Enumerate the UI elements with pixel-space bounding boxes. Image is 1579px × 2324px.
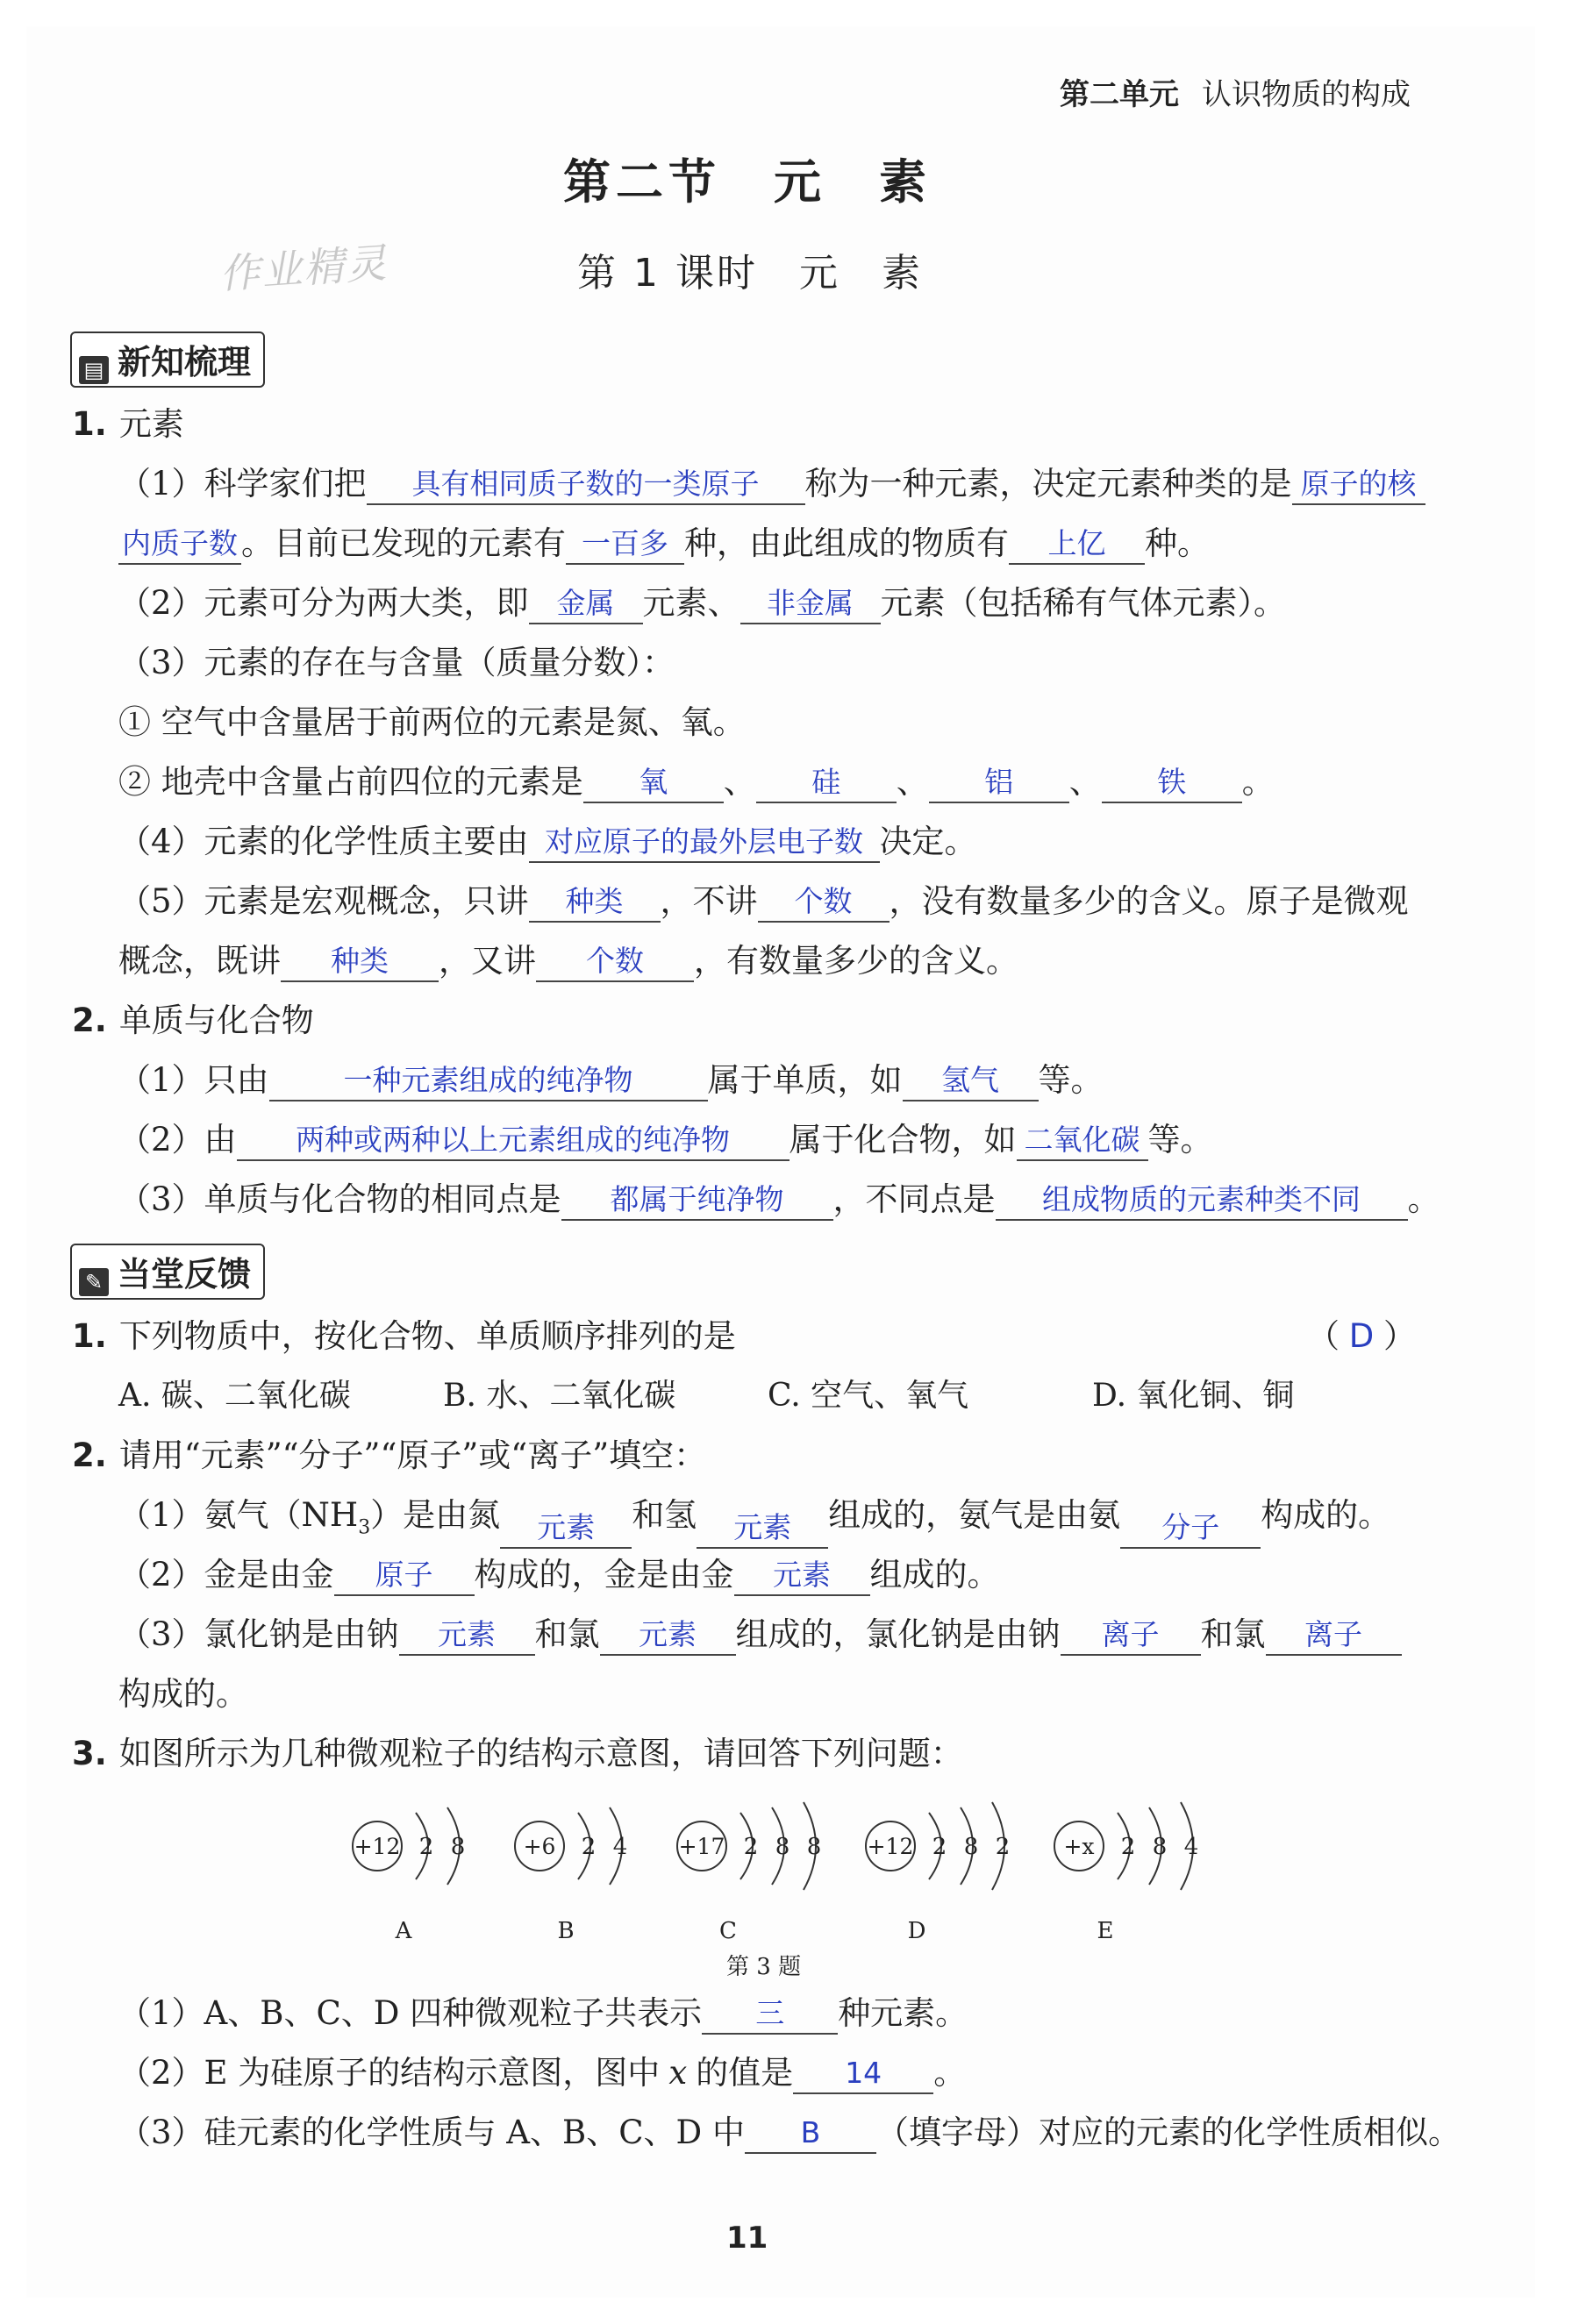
fb-q2-stem: 2. 请用“元素”“分子”“原子”或“离子”填空： [72, 1436, 707, 1474]
answer-blank[interactable]: 硅 [756, 765, 897, 803]
q2-heading: 2. 单质与化合物 [72, 1002, 314, 1039]
q2-p2: （2）由 两种或两种以上元素组成的纯净物 属于化合物，如 二氧化碳 等。 [118, 1119, 1213, 1161]
answer-blank[interactable]: 元素 [600, 1617, 736, 1656]
q2-p1: （1）只由 一种元素组成的纯净物 属于单质，如 氢气 等。 [118, 1059, 1104, 1101]
answer-blank[interactable]: 元素 [500, 1510, 632, 1549]
unit-title: 认识物质的构成 [1202, 77, 1411, 112]
nucleus-charge: +12 [867, 1834, 914, 1859]
electron-count: 4 [612, 1834, 628, 1860]
answer-blank[interactable]: 种类 [281, 944, 439, 982]
section-title: 第二节 元 素 [563, 153, 932, 210]
nucleus-charge: +x [1063, 1834, 1095, 1859]
answer-blank[interactable]: 离子 [1061, 1617, 1201, 1656]
answer-blank[interactable]: 个数 [536, 944, 694, 982]
answer-blank[interactable]: 金属 [529, 586, 643, 624]
diagram-label: B [557, 1918, 575, 1944]
answer-blank[interactable]: 铁 [1102, 765, 1242, 803]
electron-count: 2 [932, 1834, 947, 1860]
electron-count: 8 [806, 1834, 822, 1860]
q1-p2: （2）元素可分为两大类，即 金属 元素、 非金属 元素（包括稀有气体元素）。 [118, 582, 1286, 624]
diagram-label: C [719, 1918, 737, 1944]
figure-caption: 第 3 题 [726, 1954, 802, 1980]
electron-count: 2 [1120, 1834, 1136, 1860]
fb-q3-p2: （2）E 为硅原子的结构示意图，图中 x 的值是 14 。 [118, 2052, 966, 2094]
fb-q1-answer-paren: （ D ） [1307, 1315, 1416, 1358]
answer-blank[interactable]: B [745, 2115, 876, 2154]
answer-blank[interactable]: 一种元素组成的纯净物 [269, 1063, 708, 1101]
answer-blank[interactable]: 都属于纯净物 [561, 1182, 833, 1221]
section-label: 当堂反馈 [118, 1255, 252, 1294]
q2-p3: （3）单质与化合物的相同点是 都属于纯净物 ，不同点是 组成物质的元素种类不同 。 [118, 1179, 1440, 1221]
answer-blank[interactable]: 氢气 [903, 1063, 1039, 1101]
fb-q1-option-b[interactable]: B. 水、二氧化碳 [443, 1378, 676, 1414]
lesson-subtitle: 第 1 课时 元 素 [577, 251, 923, 296]
answer-blank[interactable]: 个数 [758, 884, 890, 923]
nucleus-charge: +12 [354, 1834, 401, 1859]
electron-count: 4 [1183, 1834, 1199, 1860]
section-label: 新知梳理 [118, 343, 252, 381]
answer-blank[interactable]: 上亿 [1009, 526, 1145, 565]
answer-blank[interactable]: 二氧化碳 [1017, 1123, 1148, 1161]
structure-diagram-D [866, 1802, 1010, 1944]
answer-blank[interactable]: 氧 [583, 765, 724, 803]
q1-p5-line1: （5）元素是宏观概念，只讲 种类 ，不讲 个数 ，没有数量多少的含义。原子是微观 [118, 880, 1409, 923]
electron-count: 2 [995, 1834, 1011, 1860]
electron-count: 8 [963, 1834, 979, 1860]
nucleus-charge: +6 [523, 1834, 556, 1859]
answer-blank[interactable]: 非金属 [740, 586, 881, 624]
structure-diagram-E [1054, 1802, 1198, 1944]
fb-q1-option-a[interactable]: A. 碳、二氧化碳 [118, 1378, 351, 1414]
answer-blank[interactable]: 元素 [399, 1617, 535, 1656]
unit-label: 第二单元 [1060, 77, 1179, 112]
answer-blank[interactable]: 对应原子的最外层电子数 [529, 824, 880, 863]
electron-count: 8 [775, 1834, 790, 1860]
notebook-icon: ▤ [79, 356, 109, 384]
answer-blank[interactable]: 元素 [734, 1558, 870, 1596]
q1-p5-line2: 概念，既讲 种类 ，又讲 个数 ，有数量多少的含义。 [118, 940, 1018, 982]
answer-blank[interactable]: 原子 [334, 1558, 475, 1596]
q1-p1-line1: （1）科学家们把 具有相同质子数的一类原子 称为一种元素，决定元素种类的是 原子的核 [118, 463, 1425, 505]
answer-blank[interactable]: 两种或两种以上元素组成的纯净物 [237, 1123, 790, 1161]
electron-count: 8 [1152, 1834, 1168, 1860]
q1-p3: （3）元素的存在与含量（质量分数）： [118, 644, 675, 681]
fb-q1-stem: 1. 下列物质中，按化合物、单质顺序排列的是 [72, 1317, 736, 1355]
diagram-label: A [395, 1918, 412, 1944]
structure-diagram-C [677, 1802, 821, 1944]
electron-count: 2 [418, 1834, 434, 1860]
choice-answer[interactable]: D [1348, 1317, 1375, 1355]
answer-blank[interactable]: 离子 [1266, 1617, 1402, 1656]
answer-blank[interactable]: 三 [702, 1996, 838, 2035]
q1-p1-line2: 内质子数 。目前已发现的元素有 一百多 种，由此组成的物质有 上亿 种。 [118, 523, 1210, 565]
fb-q2-p1: （1）氨气$(NH_3)$是由氮 元素 和氢 元素 组成的，氨气是由氨 分子 构成的。 [118, 1494, 1390, 1549]
answer-blank[interactable]: 分子 [1120, 1510, 1261, 1549]
structure-diagram-A [353, 1807, 465, 1944]
answer-blank[interactable]: 原子的核 [1292, 467, 1425, 505]
nucleus-charge: +17 [678, 1834, 725, 1859]
diagram-label: E [1097, 1918, 1114, 1944]
q1-heading: 1. 元素 [72, 405, 184, 443]
fb-q3-p3: （3）硅元素的化学性质与 A、B、C、D 中 B （填字母）对应的元素的化学性质相似。 [118, 2112, 1461, 2154]
fb-q2-p3-line2: 构成的。 [118, 1675, 248, 1713]
q1-p3b: ② 地壳中含量占前四位的元素是 氧 、 硅 、 铝 、 铁 。 [118, 761, 1275, 803]
fb-q3-p1: （1）A、B、C、D 四种微观粒子共表示 三 种元素。 [118, 1993, 968, 2035]
answer-blank[interactable]: 种类 [529, 884, 661, 923]
q1-p3a: ① 空气中含量居于前两位的元素是氮、氧。 [118, 703, 746, 741]
section-header-new-knowledge [70, 331, 265, 388]
fb-q1-option-d[interactable]: D. 氧化铜、铜 [1092, 1378, 1295, 1414]
watermark: 作业精灵 [218, 239, 389, 298]
electron-count: 2 [581, 1834, 597, 1860]
running-header [1060, 70, 1411, 113]
answer-blank[interactable]: 组成物质的元素种类不同 [996, 1182, 1408, 1221]
electron-count: 8 [450, 1834, 466, 1860]
fb-q3-stem: 3. 如图所示为几种微观粒子的结构示意图，请回答下列问题： [72, 1735, 963, 1772]
q1-p4: （4）元素的化学性质主要由 对应原子的最外层电子数 决定。 [118, 821, 977, 863]
answer-blank[interactable]: 具有相同质子数的一类原子 [367, 467, 805, 505]
page-number: 11 [726, 2221, 768, 2256]
section-header-feedback [70, 1244, 265, 1300]
diagram-label: D [907, 1918, 926, 1944]
fb-q1-option-c[interactable]: C. 空气、氧气 [768, 1378, 969, 1414]
answer-blank[interactable]: 元素 [697, 1510, 828, 1549]
fb-q2-p2: （2）金是由金 原子 构成的，金是由金 元素 组成的。 [118, 1554, 1000, 1596]
answer-blank[interactable]: 内质子数 [118, 526, 241, 565]
answer-blank[interactable]: 一百多 [566, 526, 684, 565]
answer-blank[interactable]: 14 [793, 2056, 933, 2094]
answer-blank[interactable]: 铝 [929, 765, 1069, 803]
fb-q2-p3-line1: （3）氯化钠是由钠 元素 和氯 元素 组成的，氯化钠是由钠 离子 和氯 离子 [118, 1614, 1402, 1656]
structure-diagram-B [515, 1807, 627, 1944]
pencil-icon: ✎ [79, 1268, 109, 1296]
electron-count: 2 [743, 1834, 759, 1860]
